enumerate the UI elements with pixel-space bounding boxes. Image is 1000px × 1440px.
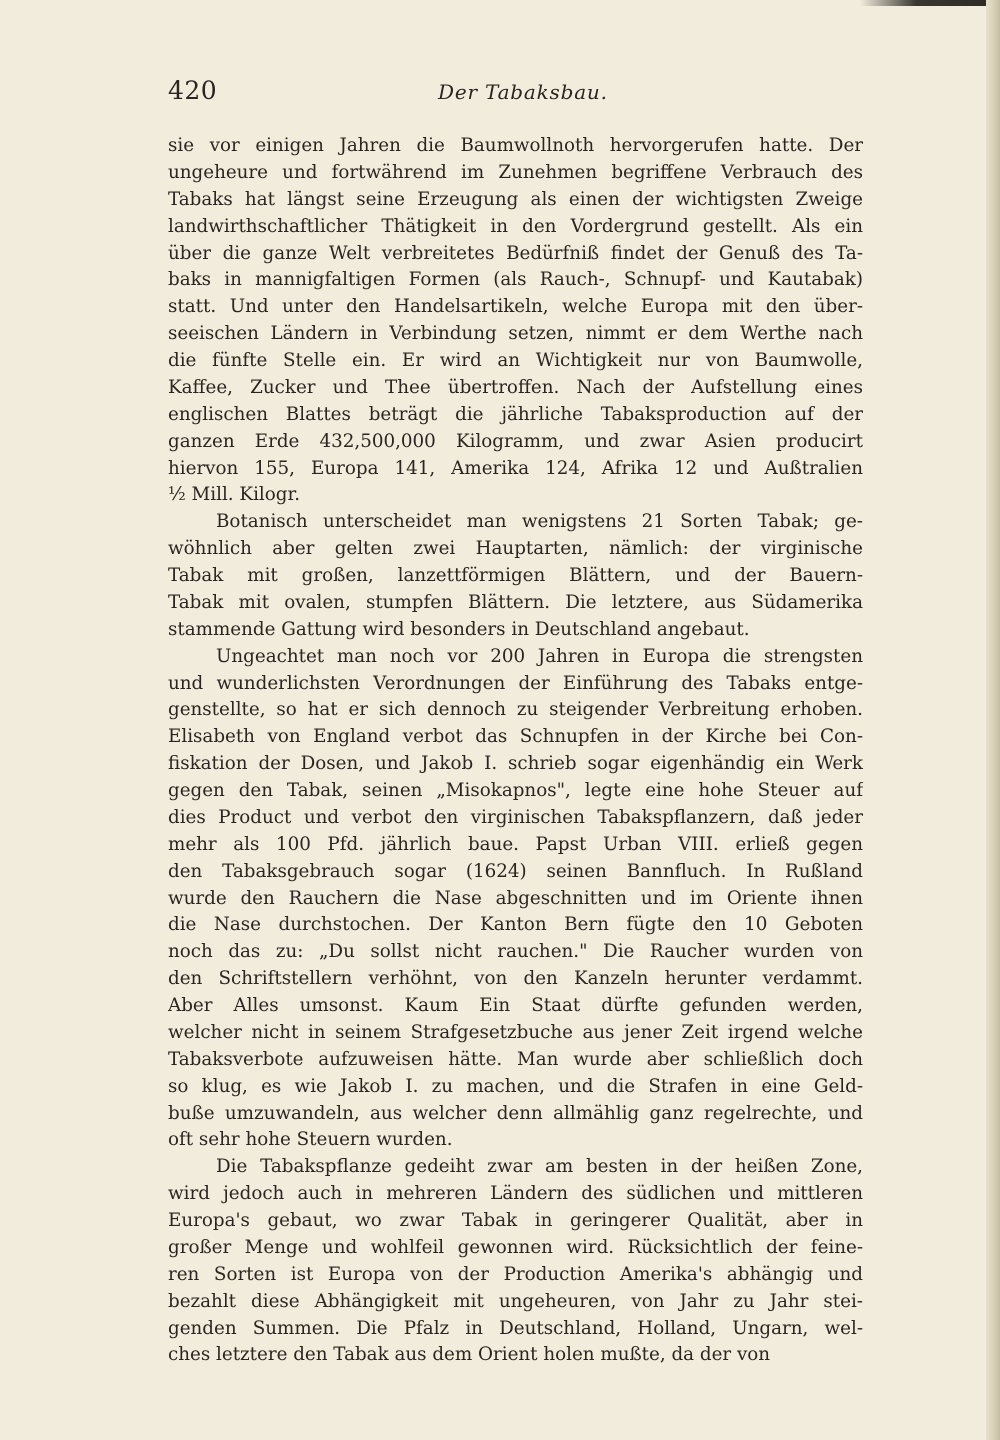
paragraph bbox=[168, 1154, 863, 1369]
text-line: großer Menge und wohlfeil gewonnen wird. Rücksichtlich der feine- bbox=[168, 1236, 863, 1258]
text-line: genstellte, so hat er sich dennoch zu steigender Verbreitung erhoben. bbox=[168, 699, 863, 721]
text-line: ren Sorten ist Europa von der Production Amerika's abhängig und bbox=[168, 1263, 863, 1285]
page-number: 420 bbox=[168, 76, 218, 105]
text-line: Aber Alles umsonst. Kaum Ein Staat dürfte gefunden werden, bbox=[168, 995, 863, 1016]
text-line: Botanisch unterscheidet man wenigstens 21 Sorten Tabak; ge- bbox=[216, 511, 863, 533]
text-line: bezahlt diese Abhängigkeit mit ungeheuren, von Jahr zu Jahr stei- bbox=[168, 1290, 863, 1312]
text-line: fiskation der Dosen, und Jakob I. schrieb sogar eigenhändig ein Werk bbox=[168, 753, 863, 775]
text-line: Kaffee, Zucker und Thee übertroffen. Nach der Aufstellung eines bbox=[168, 376, 863, 398]
text-line: Tabaksverbote aufzuweisen hätte. Man wurde aber schließlich doch bbox=[168, 1048, 863, 1070]
text-line: genden Summen. Die Pfalz in Deutschland, Holland, Ungarn, wel- bbox=[168, 1317, 863, 1339]
text-line: landwirthschaftlicher Thätigkeit in den Vordergrund gestellt. Als ein bbox=[168, 215, 863, 237]
text-line: noch das zu: „Du sollst nicht rauchen." Die Raucher wurden von bbox=[168, 941, 863, 963]
text-line: Ungeachtet man noch vor 200 Jahren in Europa die strengsten bbox=[216, 645, 863, 667]
text-line: wöhnlich aber gelten zwei Hauptarten, nämlich: der virginische bbox=[168, 538, 863, 560]
text-line: ½ Mill. Kilogr. bbox=[168, 484, 301, 506]
text-line: ches letztere den Tabak aus dem Orient holen mußte, da der von bbox=[168, 1344, 771, 1366]
body-text bbox=[168, 133, 863, 1369]
paragraph bbox=[168, 133, 863, 509]
text-line: die Nase durchstochen. Der Kanton Bern fügte den 10 Geboten bbox=[168, 914, 863, 936]
text-line: sie vor einigen Jahren die Baumwollnoth hervorgerufen hatte. Der bbox=[168, 135, 863, 156]
text-line: Tabak mit ovalen, stumpfen Blättern. Die letztere, aus Südamerika bbox=[168, 591, 863, 613]
text-line: englischen Blattes beträgt die jährliche Tabaksproduction auf der bbox=[168, 403, 863, 425]
text-line: über die ganze Welt verbreitetes Bedürfniß findet der Genuß des Ta- bbox=[168, 242, 863, 264]
text-line: und wunderlichsten Verordnungen der Einführung des Tabaks entge- bbox=[168, 672, 863, 694]
text-line: gegen den Tabak, seinen „Misokapnos", legte eine hohe Steuer auf bbox=[168, 780, 863, 801]
text-line: die fünfte Stelle ein. Er wird an Wichtigkeit nur von Baumwolle, bbox=[168, 350, 863, 371]
text-line: stammende Gattung wird besonders in Deutschland angebaut. bbox=[168, 618, 750, 640]
text-line: hiervon 155, Europa 141, Amerika 124, Afrika 12 und Außtralien bbox=[168, 457, 863, 479]
text-line: Tabaks hat längst seine Erzeugung als einen der wichtigsten Zweige bbox=[168, 188, 863, 210]
text-line: buße umzuwandeln, aus welcher denn allmählig ganz regelrechte, und bbox=[168, 1102, 863, 1124]
text-line: Elisabeth von England verbot das Schnupfen in der Kirche bei Con- bbox=[168, 726, 863, 748]
running-title: Der Tabaksbau. bbox=[438, 80, 608, 104]
text-line: seeischen Ländern in Verbindung setzen, nimmt er dem Werthe nach bbox=[168, 323, 863, 345]
text-line: ungeheure und fortwährend im Zunehmen begriffene Verbrauch des bbox=[168, 161, 863, 183]
page-header bbox=[168, 76, 863, 110]
text-line: statt. Und unter den Handelsartikeln, welche Europa mit den über- bbox=[168, 296, 863, 318]
text-line: mehr als 100 Pfd. jährlich baue. Papst Urban VIII. erließ gegen bbox=[168, 833, 863, 855]
paragraph bbox=[168, 509, 863, 643]
text-line: wurde den Rauchern die Nase abgeschnitten und im Oriente ihnen bbox=[168, 887, 863, 909]
text-line: so klug, es wie Jakob I. zu machen, und die Strafen in eine Geld- bbox=[168, 1075, 863, 1097]
text-line: baks in mannigfaltigen Formen (als Rauch-, Schnupf- und Kautabak) bbox=[168, 269, 863, 291]
text-line: dies Product und verbot den virginischen Tabakspflanzern, daß jeder bbox=[168, 806, 863, 828]
text-line: wird jedoch auch in mehreren Ländern des südlichen und mittleren bbox=[168, 1183, 863, 1205]
paragraph bbox=[168, 644, 863, 1155]
text-line: welcher nicht in seinem Strafgesetzbuche aus jener Zeit irgend welche bbox=[168, 1021, 863, 1043]
text-line: den Schriftstellern verhöhnt, von den Kanzeln herunter verdammt. bbox=[168, 968, 863, 990]
text-line: oft sehr hohe Steuern wurden. bbox=[168, 1129, 453, 1151]
text-line: Tabak mit großen, lanzettförmigen Blättern, und der Bauern- bbox=[168, 565, 863, 586]
scan-right-page-edge bbox=[986, 0, 1000, 1440]
text-line: Die Tabakspflanze gedeiht zwar am besten in der heißen Zone, bbox=[216, 1156, 863, 1178]
text-line: ganzen Erde 432,500,000 Kilogramm, und zwar Asien producirt bbox=[168, 430, 863, 452]
text-line: Europa's gebaut, wo zwar Tabak in geringerer Qualität, aber in bbox=[168, 1210, 863, 1231]
scan-top-edge-shadow bbox=[860, 0, 1000, 6]
text-line: den Tabaksgebrauch sogar (1624) seinen Bannfluch. In Rußland bbox=[168, 860, 863, 882]
